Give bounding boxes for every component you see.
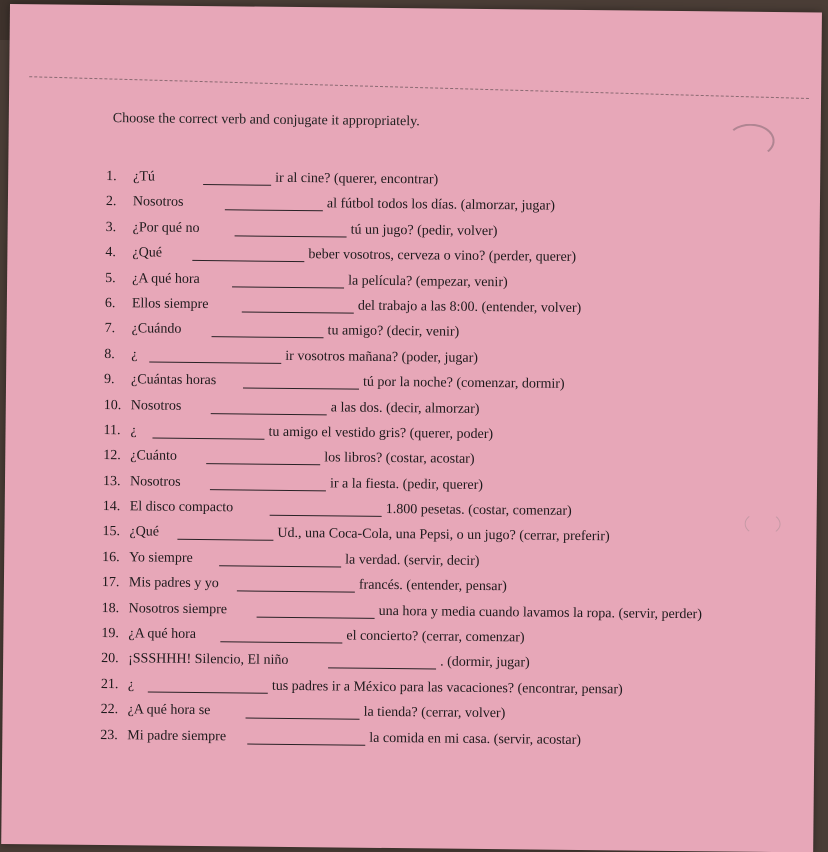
question-prompt: ¿Cuánto bbox=[130, 448, 178, 465]
question-rest: . (dormir, jugar) bbox=[440, 654, 530, 671]
answer-blank[interactable] bbox=[149, 347, 281, 363]
question-rest: tu amigo el vestido gris? (querer, poder) bbox=[268, 424, 494, 442]
question-prompt: ¿ bbox=[127, 677, 135, 693]
question-prompt: ¿ bbox=[131, 347, 138, 363]
question-prompt: ¿Cuántas horas bbox=[130, 372, 217, 389]
question-rest: 1.800 pesetas. (costar, comenzar) bbox=[385, 502, 572, 519]
question-rest: ir al cine? (querer, encontrar) bbox=[275, 170, 439, 188]
dashed-fold-line bbox=[29, 76, 809, 99]
question-number: 1. bbox=[106, 169, 117, 185]
answer-blank[interactable] bbox=[210, 475, 326, 491]
question-rest: a las dos. (decir, almorzar) bbox=[330, 399, 480, 417]
question-number: 9. bbox=[103, 372, 115, 388]
question-prompt: Nosotros bbox=[132, 194, 184, 211]
answer-blank[interactable] bbox=[257, 602, 375, 618]
answer-blank[interactable] bbox=[177, 525, 273, 541]
answer-blank[interactable] bbox=[232, 272, 344, 288]
worksheet-paper bbox=[1, 4, 822, 852]
question-number: 19. bbox=[101, 626, 119, 642]
question-prompt: Mis padres y yo bbox=[128, 575, 219, 592]
question-rest: el concierto? (cerrar, comenzar) bbox=[346, 628, 525, 646]
answer-blank[interactable] bbox=[242, 297, 354, 313]
question-list bbox=[100, 169, 806, 760]
question-rest: la tienda? (cerrar, volver) bbox=[363, 704, 506, 722]
answer-blank[interactable] bbox=[203, 170, 271, 186]
answer-blank[interactable] bbox=[206, 449, 320, 465]
question-number: 16. bbox=[102, 549, 120, 566]
pencil-mark bbox=[726, 124, 774, 159]
question-number: 15. bbox=[102, 524, 121, 540]
question-number: 11. bbox=[103, 422, 121, 439]
question-number: 17. bbox=[101, 575, 120, 591]
question-prompt: ¡SSSHHH! Silencio, El niño bbox=[128, 651, 289, 669]
answer-blank[interactable] bbox=[235, 221, 347, 237]
question-number: 3. bbox=[105, 219, 117, 235]
question-prompt: Ellos siempre bbox=[131, 296, 209, 313]
question-rest: tu amigo? (decir, venir) bbox=[327, 323, 460, 341]
question-number: 6. bbox=[104, 295, 116, 312]
answer-blank[interactable] bbox=[270, 501, 382, 517]
question-prompt: ¿Qué bbox=[129, 524, 160, 541]
answer-blank[interactable] bbox=[220, 627, 342, 643]
instruction-text: Choose the correct verb and conjugate it appropriately. bbox=[112, 111, 420, 130]
answer-blank[interactable] bbox=[237, 577, 355, 593]
question-rest: la comida en mi casa. (servir, acostar) bbox=[369, 730, 582, 748]
question-prompt: ¿Qué bbox=[132, 245, 163, 261]
question-rest: beber vosotros, cerveza o vino? (perder, querer) bbox=[308, 247, 577, 266]
answer-blank[interactable] bbox=[212, 322, 324, 338]
question-number: 22. bbox=[100, 702, 119, 718]
answer-blank[interactable] bbox=[328, 654, 436, 670]
question-number: 4. bbox=[105, 245, 116, 261]
question-prompt: El disco compacto bbox=[129, 499, 234, 516]
answer-blank[interactable] bbox=[243, 374, 359, 390]
answer-blank[interactable] bbox=[192, 246, 304, 262]
answer-blank[interactable] bbox=[247, 729, 365, 745]
question-rest: tus padres ir a México para las vacaciones? (encontrar, pensar) bbox=[271, 678, 623, 698]
question-rest: la verdad. (servir, decir) bbox=[345, 552, 480, 569]
question-number: 20. bbox=[101, 651, 119, 667]
question-prompt: ¿ bbox=[130, 423, 137, 439]
question-rest: la película? (empezar, venir) bbox=[348, 273, 508, 290]
answer-blank[interactable] bbox=[148, 677, 268, 693]
question-prompt: Nosotros bbox=[130, 397, 182, 414]
question-prompt: ¿Tú bbox=[133, 169, 156, 185]
question-prompt: Yo siempre bbox=[129, 550, 193, 566]
answer-blank[interactable] bbox=[219, 551, 341, 567]
answer-blank[interactable] bbox=[152, 423, 264, 439]
question-prompt: Mi padre siempre bbox=[127, 727, 227, 744]
answer-blank[interactable] bbox=[225, 196, 323, 212]
question-number: 10. bbox=[103, 397, 122, 413]
question-rest: Ud., una Coca-Cola, una Pepsi, o un jugo? (cerrar, preferir) bbox=[277, 526, 610, 545]
question-rest: una hora y media cuando lavamos la ropa. (servir, perder) bbox=[378, 603, 702, 622]
question-number: 21. bbox=[100, 676, 119, 692]
question-number: 7. bbox=[104, 321, 116, 337]
question-number: 13. bbox=[102, 473, 121, 489]
question-number: 2. bbox=[105, 194, 117, 210]
answer-blank[interactable] bbox=[211, 399, 327, 415]
question-number: 8. bbox=[104, 346, 115, 362]
question-rest: los libros? (costar, acostar) bbox=[324, 450, 475, 468]
question-prompt: Nosotros siempre bbox=[128, 600, 228, 617]
question-number: 12. bbox=[103, 448, 121, 464]
question-rest: tú un jugo? (pedir, volver) bbox=[350, 222, 498, 239]
question-rest: tú por la noche? (comenzar, dormir) bbox=[362, 374, 565, 392]
question-prompt: ¿A qué hora bbox=[128, 626, 197, 643]
question-number: 14. bbox=[102, 499, 121, 515]
question-rest: francés. (entender, pensar) bbox=[358, 577, 507, 595]
question-number: 18. bbox=[101, 600, 120, 616]
question-prompt: Nosotros bbox=[129, 473, 181, 490]
question-prompt: ¿A qué hora se bbox=[127, 702, 211, 719]
answer-blank[interactable] bbox=[246, 704, 360, 720]
question-rest: ir a la fiesta. (pedir, querer) bbox=[329, 476, 484, 493]
question-number: 5. bbox=[105, 270, 116, 286]
question-rest: al fútbol todos los días. (almorzar, jugar) bbox=[326, 196, 556, 215]
question-prompt: ¿Cuándo bbox=[131, 321, 182, 338]
question-rest: del trabajo a las 8:00. (entender, volver) bbox=[357, 298, 582, 316]
question-prompt: ¿A qué hora bbox=[132, 270, 200, 287]
question-rest: ir vosotros mañana? (poder, jugar) bbox=[285, 348, 479, 366]
question-number: 23. bbox=[100, 727, 118, 743]
question-prompt: ¿Por qué no bbox=[132, 220, 200, 236]
